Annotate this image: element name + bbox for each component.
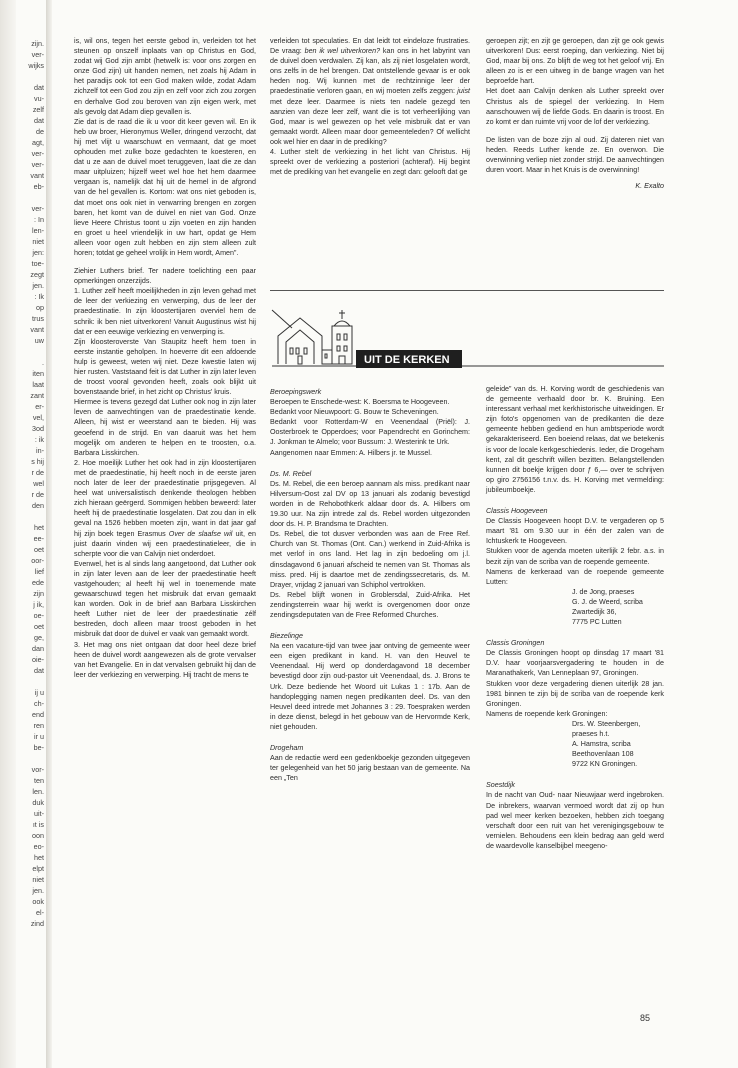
paragraph: 1. Luther zelf heeft moeilijkheden in zijn leven gehad met de leer der verkiezing en verwerping, dus de leer der praedestinatie. In zijn kloostertijaren overviel hem de schrik: ik ben niet uitverkoren! Vanuit Augustinus wist hij dat er een eeuwige verkiezing en verwerping is. [74, 287, 256, 336]
paragraph: Ds. Rebel blijft wonen in Groblersdal, Zuid-Afrika. Het zendingsterrein waar hij werkt is overgenomen door onze zendingsdeputaten van de Free Reformed Churches. [270, 590, 470, 619]
address-line: Beethovenlaan 108 [572, 750, 634, 759]
paragraph: verleiden tot speculaties. En dat leidt tot eindeloze frustraties. De vraag: ben ik wel uitverkoren? kan ons in het labyrint van de duivel doen verdwalen. Zij kan, als zij niet losgelaten wordt, ons zelfs in de hel brengen. Dat ontstellende gevaar is er ook heden nog. Wij kunnen met de rechtzinnige leer der praedestinatie verloren gaan, en wij moeten zelfs zeggen: juist met deze leer. Daarmee is niets ten nadele gezegd ten aanzien van deze leer zelf, want die is tot verheerlijking van God, maar is wel gewezen op het vele misbruik dat er van gemaakt wordt. Alleen maar door gemeenteleden? Of wellicht ook wel hier en daar in de prediking? [270, 37, 470, 146]
paragraph: 4. Luther stelt de verkiezing in het licht van Christus. Hij spreekt over de verkiezing a posteriori (achteraf). Hij begint met de prediking van het evangelie en zegt dan: gelooft dat ge [270, 148, 470, 177]
address-line: J. de Jong, praeses [572, 587, 635, 596]
paragraph: Zijn kloosteroverste Van Staupitz heeft hem toen in eerste instantie geholpen. In hoeverre dit een afdoende hulp is geweest, weten wij niet. Deze kwestie laten wij hier rusten. Vaststaand feit is dat Luther in zijn later leven de troost vooral gevonden heeft, zoals ook blijkt uit bovenstaande brief, in het zicht op Christus' kruis. [74, 337, 256, 397]
address-line: Drs. W. Steenbergen, praeses h.t. [572, 719, 641, 738]
page-number: 85 [640, 1013, 651, 1023]
paragraph: is, wil ons, tegen het eerste gebod in, verleiden tot het steunen op onszelf inplaats van op Christus en God, zodat wij God zijn ambt (hetwelk is: voor ons zorgen en onze God zijn) uit handen nemen, net zoals hij Adam in het paradijs ook tot een God maken wilde, zodat Adam zichzelf tot een God zou zijn en zelf voor zich zou zorgen en derhalve God zou beroven van zijn eigen werk, met als gevolg dat Adam diep gevallen is. [74, 37, 256, 116]
section-heading: Drogeham [270, 744, 304, 752]
banner-title: UIT DE KERKEN [364, 354, 450, 366]
paragraph: 2. Hoe moeilijk Luther het ook had in zijn kloostertijaren met de praedestinatie, hij heeft noch in de eerste jaren noch later de leer der praedestinatie prijsgegeven. Al heel wat universalistisch denkende theologen hebben zich hieraan geërgerd. Sommigen hebben beweerd: later heeft hij de praedestinatie losgelaten. Dat zou dan in elk geval na 1526 hebben moeten zijn, want in dat jaar gaf hij zijn boek tegen Erasmus Over de slaafse wil uit, en juist daarin vinden wij een praedestinatieleer, die in scherpte voor die van Calvijn niet onderdoet. [74, 458, 256, 558]
paragraph: Aangenomen naar Emmen: A. Hilbers jr. te Mussel. [270, 448, 432, 457]
paragraph: De Classis Groningen hoopt op dinsdag 17 maart '81 D.V. haar voorjaarsvergadering te houden in de Maranathakerk, Van Lenneplaan 97, Groningen. [486, 649, 664, 678]
paragraph: Ziehier Luthers brief. Ter nadere toelichting een paar opmerkingen onzerzijds. [74, 267, 256, 286]
uit-de-kerken-banner [270, 306, 664, 378]
section-heading: Classis Groningen [486, 639, 545, 648]
paragraph: Bedankt voor Nieuwpoort: G. Bouw te Scheveningen. [270, 408, 439, 417]
paragraph: Zie dat is de raad die ik u voor dit keer geven wil. En ik heb uw broer, Hieronymus Weller, dringend verzocht, dat hij met vlijt u waarschuwt en vermaant, dat ge moet ophouden met zulke boze gedachten te koesteren, en dat u ze aan de duivel moet teruggeven, laat die ze dan maar uitpluizen; hijzelf weet wel hoe het hem daarmee vergaan is, namelijk dat hij uit de hemel in de afgrond van de hel gevallen is. Kortom: wat ons niet geboden is, dat moet ons ook niet in verwarring brengen en zorgen baren, het komt van de duivel en niet van God. Onze lieve Heere Christus toont u zijn voeten en zijn handen en groet u heel vriendelijk in uw hart, opdat ge Hem alleen voor ogen zult hebben en zijn stem alleen zult horen; totdat ge geheel vrolijk in Hem wordt, Amen”. [74, 117, 256, 257]
paragraph: Namens de kerkeraad van de roepende gemeente Lutten: [486, 567, 664, 586]
church-illustration-icon [272, 310, 664, 366]
section-heading: Soestdijk [486, 781, 515, 790]
paragraph: Ds. Rebel, die tot dusver verbonden was aan de Free Ref. Church van St. Thomas (Ont. Can.) werkend in Zuid-Afrika is met verlof in ons land. Het lag in zijn bedoeling om j.l. dinsdagavond 6 januari afscheid te nemen van St. Thomas als miss. pred. Hij is daartoe met de zendingssecretaris, ds. M. Drayer, vrijdag 2 januari van Schiphol vertrokken. [270, 530, 470, 589]
left-page-fragments: zijn. ver- wijks dat vu- zelf dat de agt, ver- ver- vant eb- ver- : In len- niet jen: toe- zegt jen. : Ik op trus vant uw . iten laat zant er- vel, 3od : ik in- s hij r de wel r de den het ee- oet oor- lief ede zijn j ik, oe- oet ge, dan oie- dat ij u ch- end ren ir u be- vor- ten len. duk uit- ıt is oon eo- het elpt niet jen. ook el- zind [28, 39, 44, 928]
paragraph: Stukken voor deze vergadering dienen uiterlijk 28 jan. 1981 binnen te zijn bij de scriba van de roepende kerk Groningen. [486, 679, 664, 708]
address-line: Zwartedijk 36, [572, 607, 617, 616]
section-heading: Ds. M. Rebel [270, 469, 312, 478]
paragraph: Beroepen te Enschede-west: K. Boersma te Hoogeveen. [270, 398, 450, 407]
address-line: 7775 PC Lutten [572, 618, 622, 627]
page-gutter [0, 0, 16, 1068]
binding-spine [46, 0, 52, 1068]
paragraph: Evenwel, het is al sinds lang aangetoond, dat Luther ook in zijn later leven aan de leer der praedestinatie heeft vastgehouden; al heeft hij wel in toenemende mate gewaarschuwd tegen het misbruik dat ervan gemaakt kan worden. Ook in de brief aan Barbara Lisskirchen heeft Luther niet de leer der praedestinatie zélf bestreden, doch alleen maar troost geboden in het misbruik dat door de duivel er vaak van gemaakt wordt. [74, 559, 256, 639]
column-1 [74, 36, 256, 680]
paragraph: Het doet aan Calvijn denken als Luther spreekt over Christus als de spiegel der verkiezing. In Hem aanschouwen wij de liefde Gods. En daarin is troost. En zo komt er dan ruimte vrij voor de lof der verkiezing. [486, 87, 664, 126]
paragraph: Namens de roepende kerk Groningen: [486, 709, 608, 718]
section-heading: Classis Hoogeveen [486, 507, 548, 516]
column-4 [270, 384, 470, 783]
paragraph: In de nacht van Oud- naar Nieuwjaar werd ingebroken. De inbrekers, waarvan vermoed wordt dat zij op hun pad wel meer kerken bezoeken, hebben zich toegang verschaft door een ruit van het verenigingsgebouw te vernielen. Behoudens een klein bedrag aan geld werd de waardevolle kanselbijbel meegeno- [486, 791, 664, 850]
paragraph: geroepen zijt; en zijt ge geroepen, dan zijt ge ook gewis uitverkoren! Dus: eerst roeping, dan verkiezing. Niet bij God, maar bij ons. Zo blijft de weg tot het geloof vrij. En alleen zo is er een uitweg in de bange vragen van het beproefde hart. [486, 37, 664, 86]
paragraph: Stukken voor de agenda moeten uiterlijk 2 febr. a.s. in bezit zijn van de scriba van de roepende gemeente. [486, 547, 664, 566]
column-2 [270, 36, 470, 177]
section-divider [270, 290, 664, 291]
address-line: A. Hamstra, scriba [572, 740, 631, 749]
section-heading: Beroepingswerk [270, 388, 322, 396]
paragraph: Na een vacature-tijd van twee jaar ontving de gemeente weer een eigen predikant in kand. H. van den Heuvel te Veenendaal. Hij werd op donderdagavond 18 december bevestigd door zijn oud-pastor uit Veenendaal, ds. J. Brons te Urk. Deze bediende het Woord uit Lukas 1 : 17b. Aan de handoplegging namen negen predikanten deel. Ds. van den Heuvel deed intrede met Johannes 3 : 29. Toespraken werden in deze dienst, belegd in het gebouw van de Hervormde Kerk, niet gehouden. [270, 642, 470, 731]
column-5 [486, 384, 664, 851]
paragraph: Ds. M. Rebel, die een beroep aannam als miss. predikant naar Hilversum-Oost zal DV op 13 januari als zodanig bevestigd worden in de Rehobothkerk aldaar door ds. A. Hilbers om 19.30 uur. Na zijn intrede zal ds. Rebel worden uitgezonden door ds. H. P. Brandsma te Drachten. [270, 479, 470, 529]
address-line: 9722 KN Groningen. [572, 760, 638, 769]
paragraph: Aan de redactie werd een gedenkboekje gezonden uitgegeven ter gelegenheid van het 50 jarig bestaan van de gemeente. Na een „Ten [270, 754, 470, 783]
paragraph: geleide” van ds. H. Korving wordt de geschiedenis van de gemeente verhaald door br. K. Bruining. Een interessant verhaal met kerkhistorische uitweidingen. Er zijn foto's opgenomen van de predikanten die deze gemeente hebben gediend en hun ambtsperiode wordt gekarakteriseerd. Een boeiend relaas, dat we betekenis is voor de locale kerkgeschiedenis. Ieder, die Drogeham kent, zal dit geschrift willen bezitten. Belangstellenden kunnen dit boekje krijgen door ƒ 6,— over te schrijven op giro 2756156 t.n.v. ds. H. Korving met vermelding: jubileumboekje. [486, 385, 664, 494]
paragraph: De Classis Hoogeveen hoopt D.V. te vergaderen op 5 maart '81 om 9.30 uur in één der zalen van de Ichtuskerk te Hoogeveen. [486, 517, 664, 546]
paragraph: Bedankt voor Rotterdam-W en Veenendaal (Priël): J. Oosterbroek te Opperdoes; voor Papendrecht en Gorinchem: J. Jonkman te Almelo; voor Bussum: J. Westerink te Urk. [270, 418, 470, 447]
paragraph: De listen van de boze zijn al oud. Zij dateren niet van heden. Reeds Luther kende ze. En overwon. Die overwinning verliep niet zonder strijd. De aanvechtingen duren voort. Maar in het Kruis is de overwinning! [486, 135, 664, 175]
address-line: G. J. de Weerd, scriba [572, 597, 643, 606]
column-3 [486, 36, 664, 191]
paragraph: Hiermee is tevens gezegd dat Luther ook nog in zijn later leven de aanvechtingen van de praedestinatie kende. Alleen, hij wist er weerstand aan te bieden. Hij was geoefend in de strijd. En van daaruit was het hem mogelijk om anderen te helpen en te troosten, o.a. Barbara Lisskirchen. [74, 398, 256, 457]
paragraph: 3. Het mag ons niet ontgaan dat door heel deze brief heen de duivel wordt aangewezen als de grote vervalser van het Evangelie. En in dat vervalsen gebruikt hij dan de leer der verkiezing en verwerping. Hij tracht de mens te [74, 640, 256, 679]
left-page-edge [16, 0, 46, 1068]
section-heading: Biezelinge [270, 632, 303, 641]
author-signature: K. Exalto [635, 182, 664, 191]
